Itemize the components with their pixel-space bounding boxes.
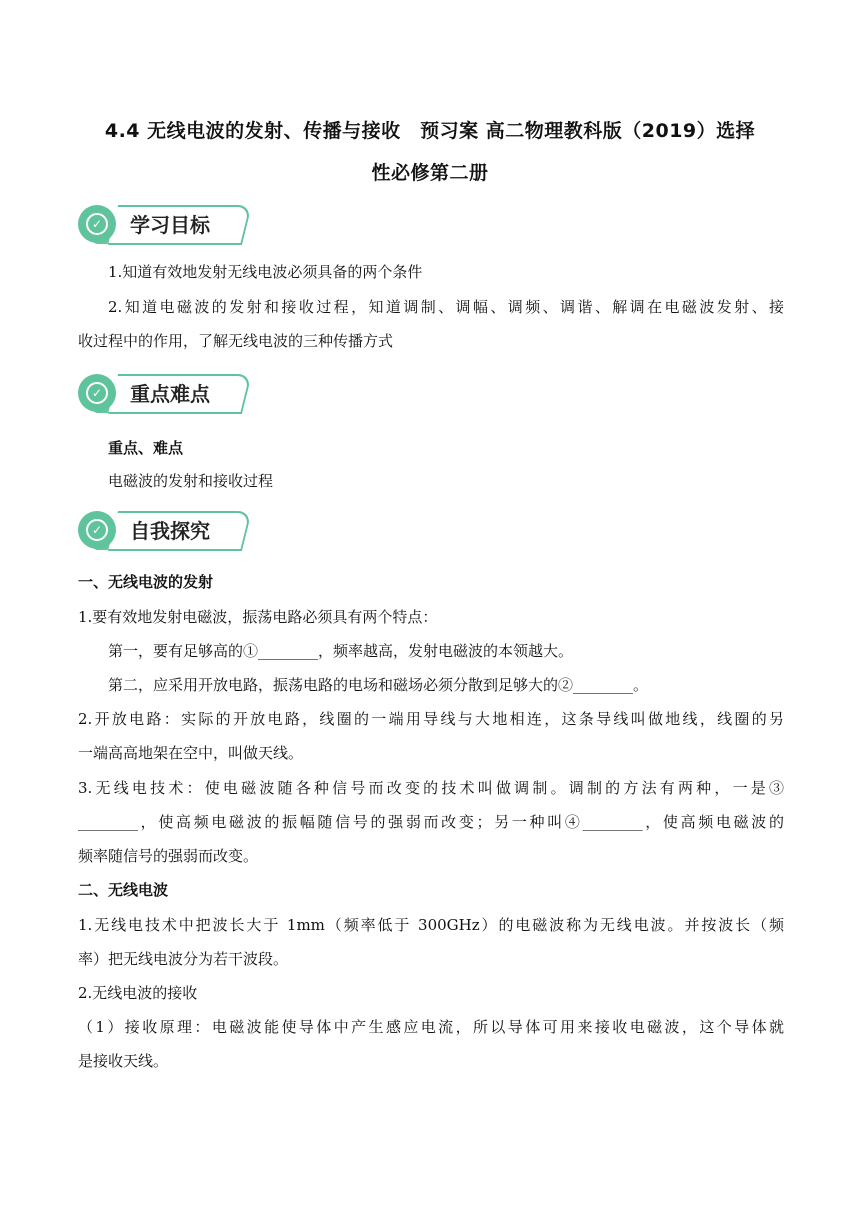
title-line-1: 4.4 无线电波的发射、传播与接收 预习案 高二物理教科版（2019）选择 [104, 120, 756, 142]
section-label-key-points: 重点难点 [130, 382, 210, 406]
paragraph-3-line-1: 3.无线电技术：使电磁波随各种信号而改变的技术叫做调制。调制的方法有两种，一是③ [78, 779, 784, 797]
title-line-2: 性必修第二册 [371, 162, 489, 184]
check-circle-icon: ✓ [78, 511, 116, 549]
paragraph-3-line-3: 频率随信号的强弱而改变。 [78, 847, 259, 865]
section-label-goals: 学习目标 [130, 213, 210, 237]
part1-heading: 一、无线电波的发射 [78, 573, 214, 591]
q2a-line-1: （1）接收原理：电磁波能使导体中产生感应电流，所以导体可用来接收电磁波，这个导体就 [78, 1018, 784, 1036]
key-heading: 重点、难点 [108, 439, 184, 457]
q2a-line-2: 是接收天线。 [78, 1052, 169, 1070]
q1-line-2: 率）把无线电波分为若干波段。 [78, 950, 289, 968]
paragraph-1: 1.要有效地发射电磁波，振荡电路必须具有两个特点： [78, 608, 438, 626]
goal-item-1: 1.知道有效地发射无线电波必须具备的两个条件 [108, 263, 423, 281]
paragraph-3-line-2: ________，使高频电磁波的振幅随信号的强弱而改变；另一种叫④________，使高频电磁波的 [78, 813, 784, 831]
paragraph-1b: 第二，应采用开放电路，振荡电路的电场和磁场必须分散到足够大的②________。 [108, 676, 649, 694]
section-banner-goals [78, 203, 248, 247]
check-circle-icon: ✓ [78, 374, 116, 412]
paragraph-2-line-2: 一端高高地架在空中，叫做天线。 [78, 744, 304, 762]
goal-item-2-cont: 收过程中的作用，了解无线电波的三种传播方式 [78, 332, 394, 350]
section-banner-key-points [78, 372, 248, 416]
key-text: 电磁波的发射和接收过程 [108, 472, 274, 490]
q1-line-1: 1.无线电技术中把波长大于 1mm（频率低于 300GHz）的电磁波称为无线电波。并按波长（频 [78, 916, 784, 934]
section-label-explore: 自我探究 [130, 519, 210, 543]
paragraph-2-line-1: 2.开放电路：实际的开放电路，线圈的一端用导线与大地相连，这条导线叫做地线，线圈的另 [78, 710, 784, 728]
part2-heading: 二、无线电波 [78, 881, 169, 899]
document-title [60, 110, 800, 194]
paragraph-1a: 第一，要有足够高的①________，频率越高，发射电磁波的本领越大。 [108, 642, 574, 660]
check-circle-icon: ✓ [78, 205, 116, 243]
section-banner-explore [78, 509, 248, 553]
q2-heading: 2.无线电波的接收 [78, 984, 198, 1002]
goal-item-2: 2.知道电磁波的发射和接收过程，知道调制、调幅、调频、调谐、解调在电磁波发射、接 [108, 298, 784, 316]
